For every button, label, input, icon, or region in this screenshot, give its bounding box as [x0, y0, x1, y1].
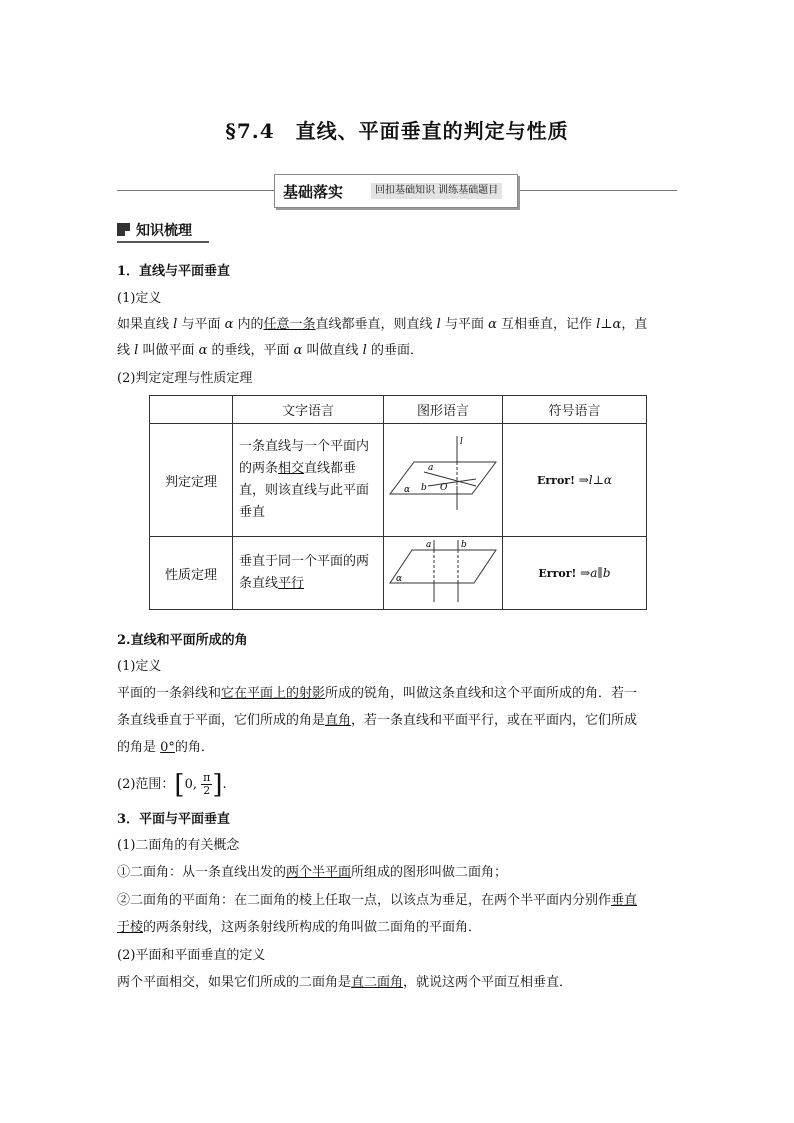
s3-def: 两个平面相交，如果它们所成的二面角是直二面角，就说这两个平面互相垂直． — [117, 975, 573, 990]
row-label: 判定定理 — [150, 424, 233, 537]
banner-subtitle: 回扣基础知识 训练基础题目 — [371, 183, 502, 199]
heading-underline — [117, 241, 209, 243]
s3-def-label: (2)平面和平面垂直的定义 — [117, 948, 266, 963]
s3-item2b: 于棱的两条射线，这两条射线所构成的角叫做二面角的平面角． — [117, 920, 482, 935]
s2-line3: 的角是 0°的角． — [117, 740, 214, 755]
parallel-lines-plane-figure — [384, 537, 502, 605]
table-header: 符号语言 — [503, 396, 647, 424]
section-heading-text: 知识梳理 — [136, 223, 192, 239]
table-row — [150, 424, 647, 537]
s2-range: (2)范围：[0, $\frac{\pi}{2}$ ]. — [117, 769, 227, 800]
table-header: 文字语言 — [233, 396, 384, 424]
banner-title: 基础落实 — [283, 183, 344, 201]
fig2-label-alpha: α — [396, 574, 403, 584]
table-header: 图形语言 — [384, 396, 503, 424]
section-banner — [274, 174, 518, 208]
s3-item2a: ②二面角的平面角：在二面角的棱上任取一点，以该点为垂足，在两个半平面内分别作垂直 — [117, 893, 638, 908]
pi-over-2-fraction: $\frac{\pi}{2}$ — [203, 771, 211, 797]
figure-cell — [384, 424, 503, 537]
fig1-label-alpha: α — [404, 485, 411, 495]
s1-def-line2: 线 l 叫做平面 α 的垂线，平面 α 叫做直线 l 的垂面． — [117, 343, 423, 358]
s1-heading: 1．直线与平面垂直 — [117, 264, 231, 279]
theorem-table — [149, 395, 647, 610]
s2-line2: 条直线垂直于平面，它们所成的角是直角，若一条直线和平面平行，或在平面内，它们所成 — [117, 713, 638, 728]
row-text: 一条直线与一个平面内的两条相交直线都垂直，则该直线与此平面垂直 — [233, 424, 384, 537]
figure-cell — [384, 537, 503, 610]
s3-heading: 3．平面与平面垂直 — [117, 812, 231, 827]
page-title: §7.4 直线、平面垂直的判定与性质 — [225, 119, 569, 143]
table-corner-cell — [150, 396, 233, 424]
fig1-label-l: l — [460, 437, 463, 447]
s1-def-label: (1)定义 — [117, 291, 162, 306]
s2-def-label: (1)定义 — [117, 659, 162, 674]
fig2-label-a: a — [426, 540, 432, 550]
symbol-cell: Error! ⇒l⊥α — [503, 424, 647, 537]
s3-concept-label: (1)二面角的有关概念 — [117, 838, 240, 853]
fig2-label-b: b — [461, 540, 467, 550]
s2-line1: 平面的一条斜线和它在平面上的射影所成的锐角，叫做这条直线和这个平面所成的角．若一 — [117, 686, 638, 701]
s1-thm-label: (2)判定定理与性质定理 — [117, 371, 253, 386]
table-row — [150, 537, 647, 610]
symbol-cell: Error! ⇒a∥b — [503, 537, 647, 610]
s2-heading: 2.直线和平面所成的角 — [117, 633, 248, 648]
s1-def-line1: 如果直线 l 与平面 α 内的任意一条直线都垂直，则直线 l 与平面 α 互相垂直，记作 l⊥α，直 — [117, 317, 648, 332]
banner-rule-right — [518, 190, 677, 191]
heading-square-notch — [125, 231, 130, 236]
fig1-label-b: b — [421, 483, 427, 493]
perpendicular-line-plane-figure — [384, 424, 502, 532]
banner-rule-left — [117, 190, 274, 191]
row-label: 性质定理 — [150, 537, 233, 610]
table-header-row — [150, 396, 647, 424]
fig1-label-O: O — [440, 483, 448, 493]
row-text: 垂直于同一个平面的两条直线平行 — [233, 537, 384, 610]
s3-item1: ①二面角：从一条直线出发的两个半平面所组成的图形叫做二面角； — [117, 865, 508, 880]
fig1-label-a: a — [428, 463, 434, 473]
